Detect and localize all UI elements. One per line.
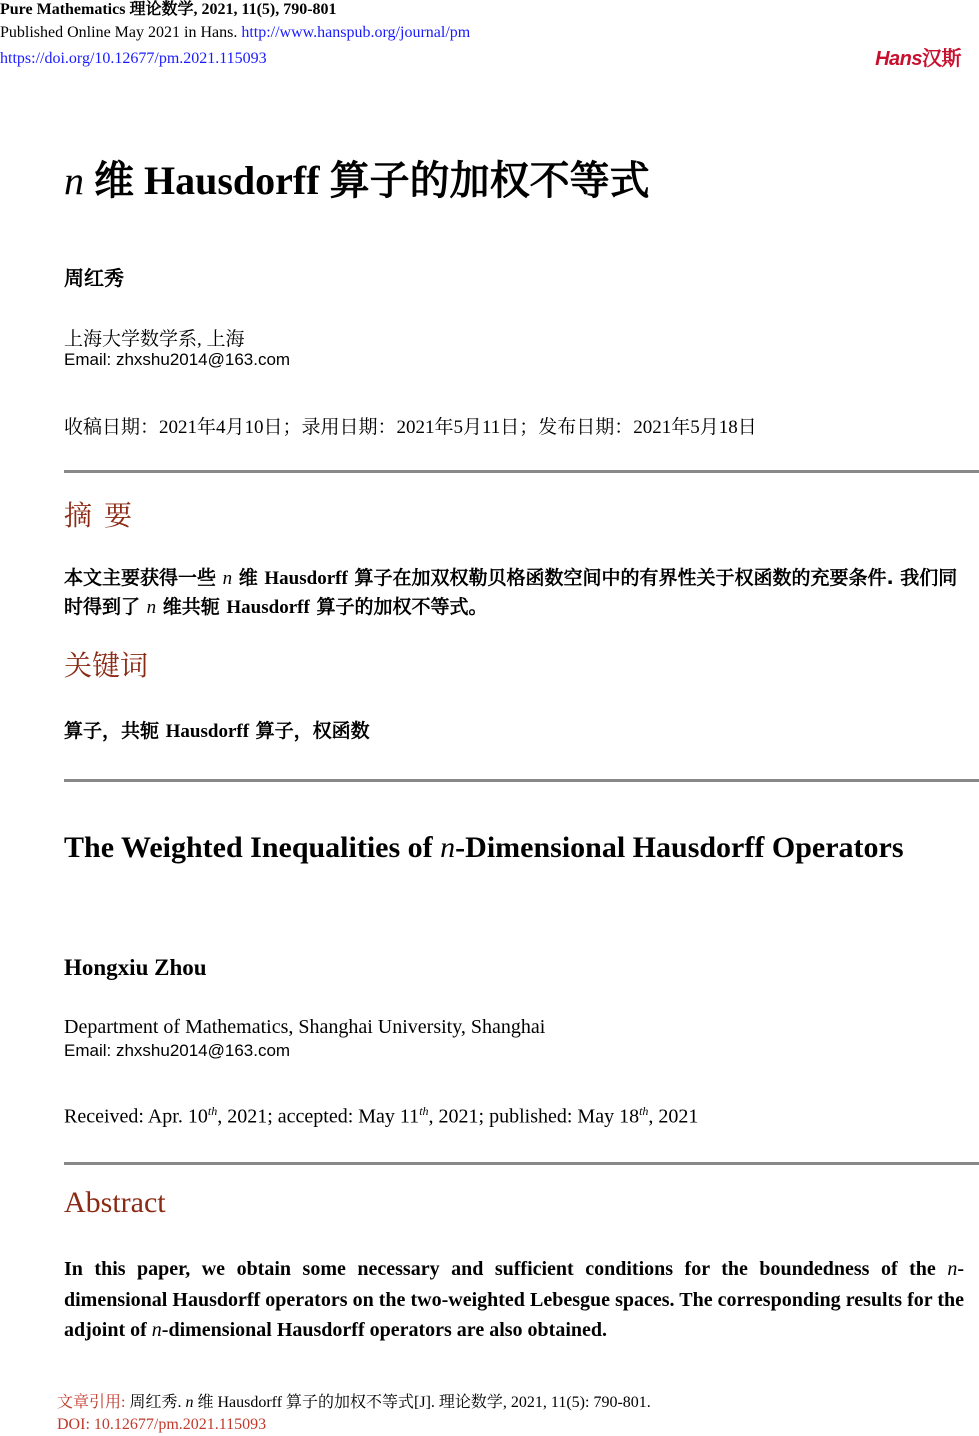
dates-en-text: , 2021; published: May 18: [428, 1105, 640, 1128]
divider: [64, 1162, 979, 1165]
ordinal-suffix: th: [419, 1104, 429, 1118]
keywords-cn-term: Hausdorff: [165, 721, 250, 742]
keywords-cn-text: 算子，权函数: [255, 720, 370, 742]
citation-line: [57, 1392, 651, 1414]
divider: [64, 470, 979, 473]
abstract-cn-text: 维: [238, 567, 258, 589]
dates-en-text: , 2021; accepted: May 11: [217, 1105, 420, 1128]
citation-doi: DOI: 10.12677/pm.2021.115093: [57, 1416, 267, 1433]
dates-cn: 收稿日期：2021年4月10日；录用日期：2021年5月11日；发布日期：2021年5月18日: [64, 417, 757, 438]
title-cn: [64, 155, 650, 207]
abstract-cn-text: 维共轭: [162, 596, 220, 618]
keywords-cn: [64, 716, 370, 743]
abstract-cn-text: 本文主要获得一些: [64, 567, 217, 589]
logo-latin: Hans: [875, 48, 922, 70]
abstract-en-var: n: [947, 1258, 958, 1280]
abstract-en-text: -dimensional Hausdorff operators are also obtained.: [161, 1319, 607, 1341]
dates-en: [64, 1104, 698, 1129]
affiliation-cn: 上海大学数学系, 上海: [64, 329, 245, 350]
affiliation-en: Department of Mathematics, Shanghai University, Shanghai: [64, 1016, 546, 1038]
abstract-heading-en: Abstract: [64, 1186, 166, 1219]
title-cn-text: 维 Hausdorff 算子的加权不等式: [94, 158, 650, 203]
email-en: Email: zhxshu2014@163.com: [64, 1041, 291, 1060]
abstract-heading-cn: 摘要: [64, 501, 145, 532]
journal-link[interactable]: http://www.hanspub.org/journal/pm: [241, 24, 471, 41]
author-en: Hongxiu Zhou: [64, 955, 207, 980]
keywords-heading-cn: 关键词: [64, 651, 149, 682]
ordinal-suffix: th: [639, 1104, 649, 1118]
abstract-en-var: n: [151, 1319, 162, 1341]
published-line: [0, 23, 470, 43]
logo-cn: 汉斯: [922, 48, 961, 70]
doi-link[interactable]: https://doi.org/10.12677/pm.2021.115093: [0, 50, 267, 67]
abstract-cn: [64, 564, 969, 622]
hans-logo: [875, 42, 961, 71]
keywords-cn-text: 算子，共轭: [64, 720, 160, 742]
abstract-cn-var: n: [146, 597, 157, 618]
author-cn: 周红秀: [64, 268, 124, 290]
citation-text: 维 Hausdorff 算子的加权不等式[J]. 理论数学, 2021, 11(5): 790-801.: [197, 1394, 651, 1411]
abstract-cn-text: 算子的加权不等式。: [316, 596, 488, 618]
dates-en-text: , 2021: [648, 1105, 699, 1128]
abstract-en: [64, 1254, 964, 1346]
title-en-text: -Dimensional Hausdorff Operators: [455, 831, 904, 864]
title-cn-var: n: [64, 158, 84, 203]
citation-var: n: [185, 1394, 194, 1411]
abstract-cn-var: n: [222, 568, 233, 589]
divider: [64, 779, 979, 782]
journal-header: Pure Mathematics 理论数学, 2021, 11(5), 790-801: [0, 1, 337, 18]
published-text: Published Online May 2021 in Hans.: [0, 24, 238, 41]
abstract-en-text: In this paper, we obtain some necessary and sufficient conditions for the boundedness of the: [64, 1258, 936, 1280]
title-en-text: The Weighted Inequalities of: [64, 831, 433, 864]
title-en-var: n: [440, 831, 456, 864]
ordinal-suffix: th: [207, 1104, 218, 1118]
citation-label: 文章引用:: [57, 1394, 126, 1411]
abstract-en-text: -dimensional Hausdorff operators on the two-weighted Lebesgue spaces. The corresponding results for the adjoint of: [64, 1258, 964, 1341]
dates-en-text: Received: Apr. 10: [64, 1105, 208, 1128]
abstract-cn-text: 算子在加双权勒贝格函数空间中的有界性关于权函数的充要条件. 我们同时得到了: [64, 567, 958, 618]
abstract-cn-term: Hausdorff: [264, 568, 348, 589]
abstract-cn-term: Hausdorff: [226, 597, 310, 618]
email-cn: Email: zhxshu2014@163.com: [64, 350, 291, 369]
citation: [57, 1392, 651, 1436]
title-en: [64, 832, 944, 863]
citation-text: 周红秀.: [129, 1394, 182, 1411]
